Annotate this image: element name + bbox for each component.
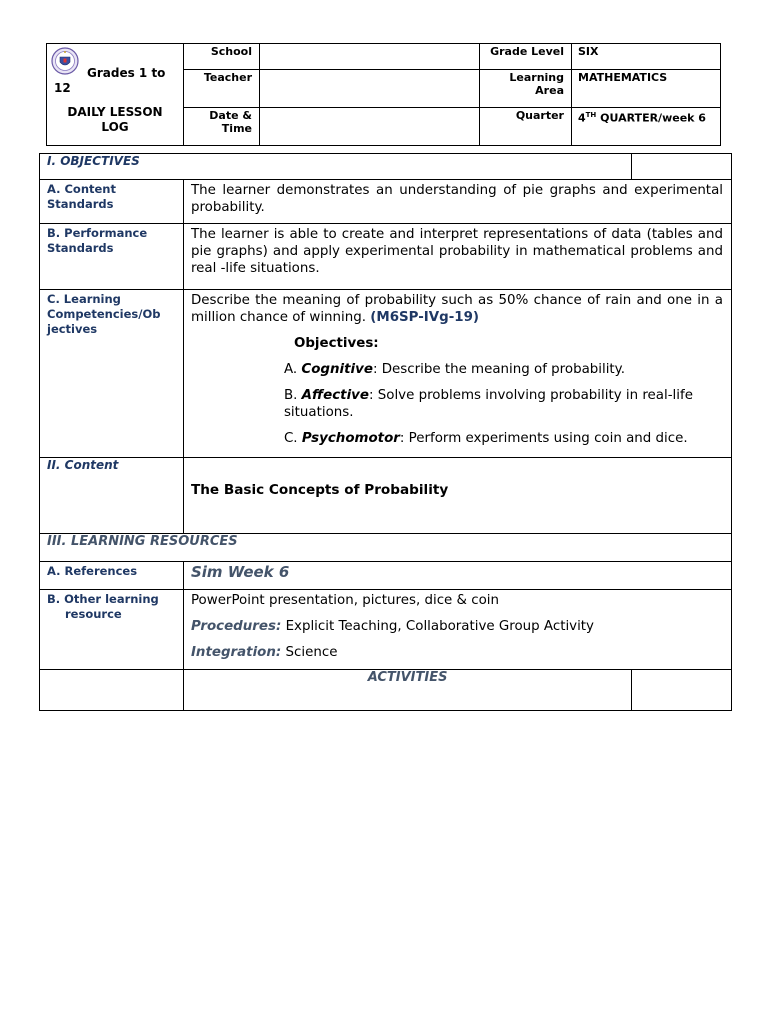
objective-affective: B. Affective: Solve problems involving probability in real-life situations. <box>283 388 693 420</box>
learning-area-label: Learning Area <box>480 70 572 108</box>
date-time-label: Date & Time <box>184 108 260 146</box>
performance-standards-text: The learner is able to create and interpret representations of data (tables and pie graphs) and apply experimental probability in mathematical problems and real -life situations. <box>183 224 731 290</box>
competency-text: Describe the meaning of probability such as 50% chance of rain and one in a million chance of winning. (M6SP-IVg-19) <box>190 293 723 325</box>
quarter-label: Quarter <box>480 108 572 146</box>
objectives-subheading: Objectives: <box>293 336 379 351</box>
activities-label-cell <box>40 670 184 711</box>
objectives-remarks-cell <box>632 154 732 180</box>
content-heading: II. Content <box>40 458 184 534</box>
content-standards-text: The learner demonstrates an understanding of pie graphs and experimental probability. <box>183 180 731 224</box>
materials-text: PowerPoint presentation, pictures, dice & coin <box>190 593 500 608</box>
school-label: School <box>184 44 260 70</box>
other-resources-label: B. Other learning resource <box>40 590 184 670</box>
date-time-field[interactable] <box>260 108 480 146</box>
references-value: Sim Week 6 <box>183 562 731 590</box>
content-title: The Basic Concepts of Probability <box>183 458 731 534</box>
activities-remarks-cell <box>632 670 732 711</box>
objective-psychomotor: C. Psychomotor: Perform experiments using coin and dice. <box>283 431 688 446</box>
integration-line: Integration: Science <box>190 645 338 660</box>
learning-area-field[interactable]: MATHEMATICS <box>572 70 721 108</box>
performance-standards-label: B. Performance Standards <box>40 224 184 290</box>
competencies-label: C. Learning Competencies/Ob jectives <box>40 290 184 458</box>
activities-heading: ACTIVITIES <box>183 670 631 711</box>
competencies-cell <box>183 290 731 458</box>
daily-lesson-log-title: DAILY LESSON LOG <box>67 105 163 134</box>
lesson-table <box>39 153 732 711</box>
competency-code: (M6SP-IVg-19) <box>370 310 480 325</box>
teacher-field[interactable] <box>260 70 480 108</box>
procedures-line: Procedures: Explicit Teaching, Collaborative Group Activity <box>190 619 594 634</box>
learning-resources-heading: III. LEARNING RESOURCES <box>40 534 732 562</box>
references-label: A. References <box>40 562 184 590</box>
content-standards-label: A. Content Standards <box>40 180 184 224</box>
school-logo-cell <box>47 44 184 146</box>
objective-cognitive: A. Cognitive: Describe the meaning of probability. <box>283 362 625 377</box>
grade-level-label: Grade Level <box>480 44 572 70</box>
other-resources-cell <box>183 590 731 670</box>
grades-label: Grades 1 to 12 <box>54 66 166 95</box>
grade-level-field[interactable]: SIX <box>572 44 721 70</box>
objectives-heading: I. OBJECTIVES <box>40 154 632 180</box>
school-field[interactable] <box>260 44 480 70</box>
teacher-label: Teacher <box>184 70 260 108</box>
header-table <box>46 43 721 146</box>
quarter-field[interactable]: 4TH QUARTER/week 6 <box>572 108 721 146</box>
